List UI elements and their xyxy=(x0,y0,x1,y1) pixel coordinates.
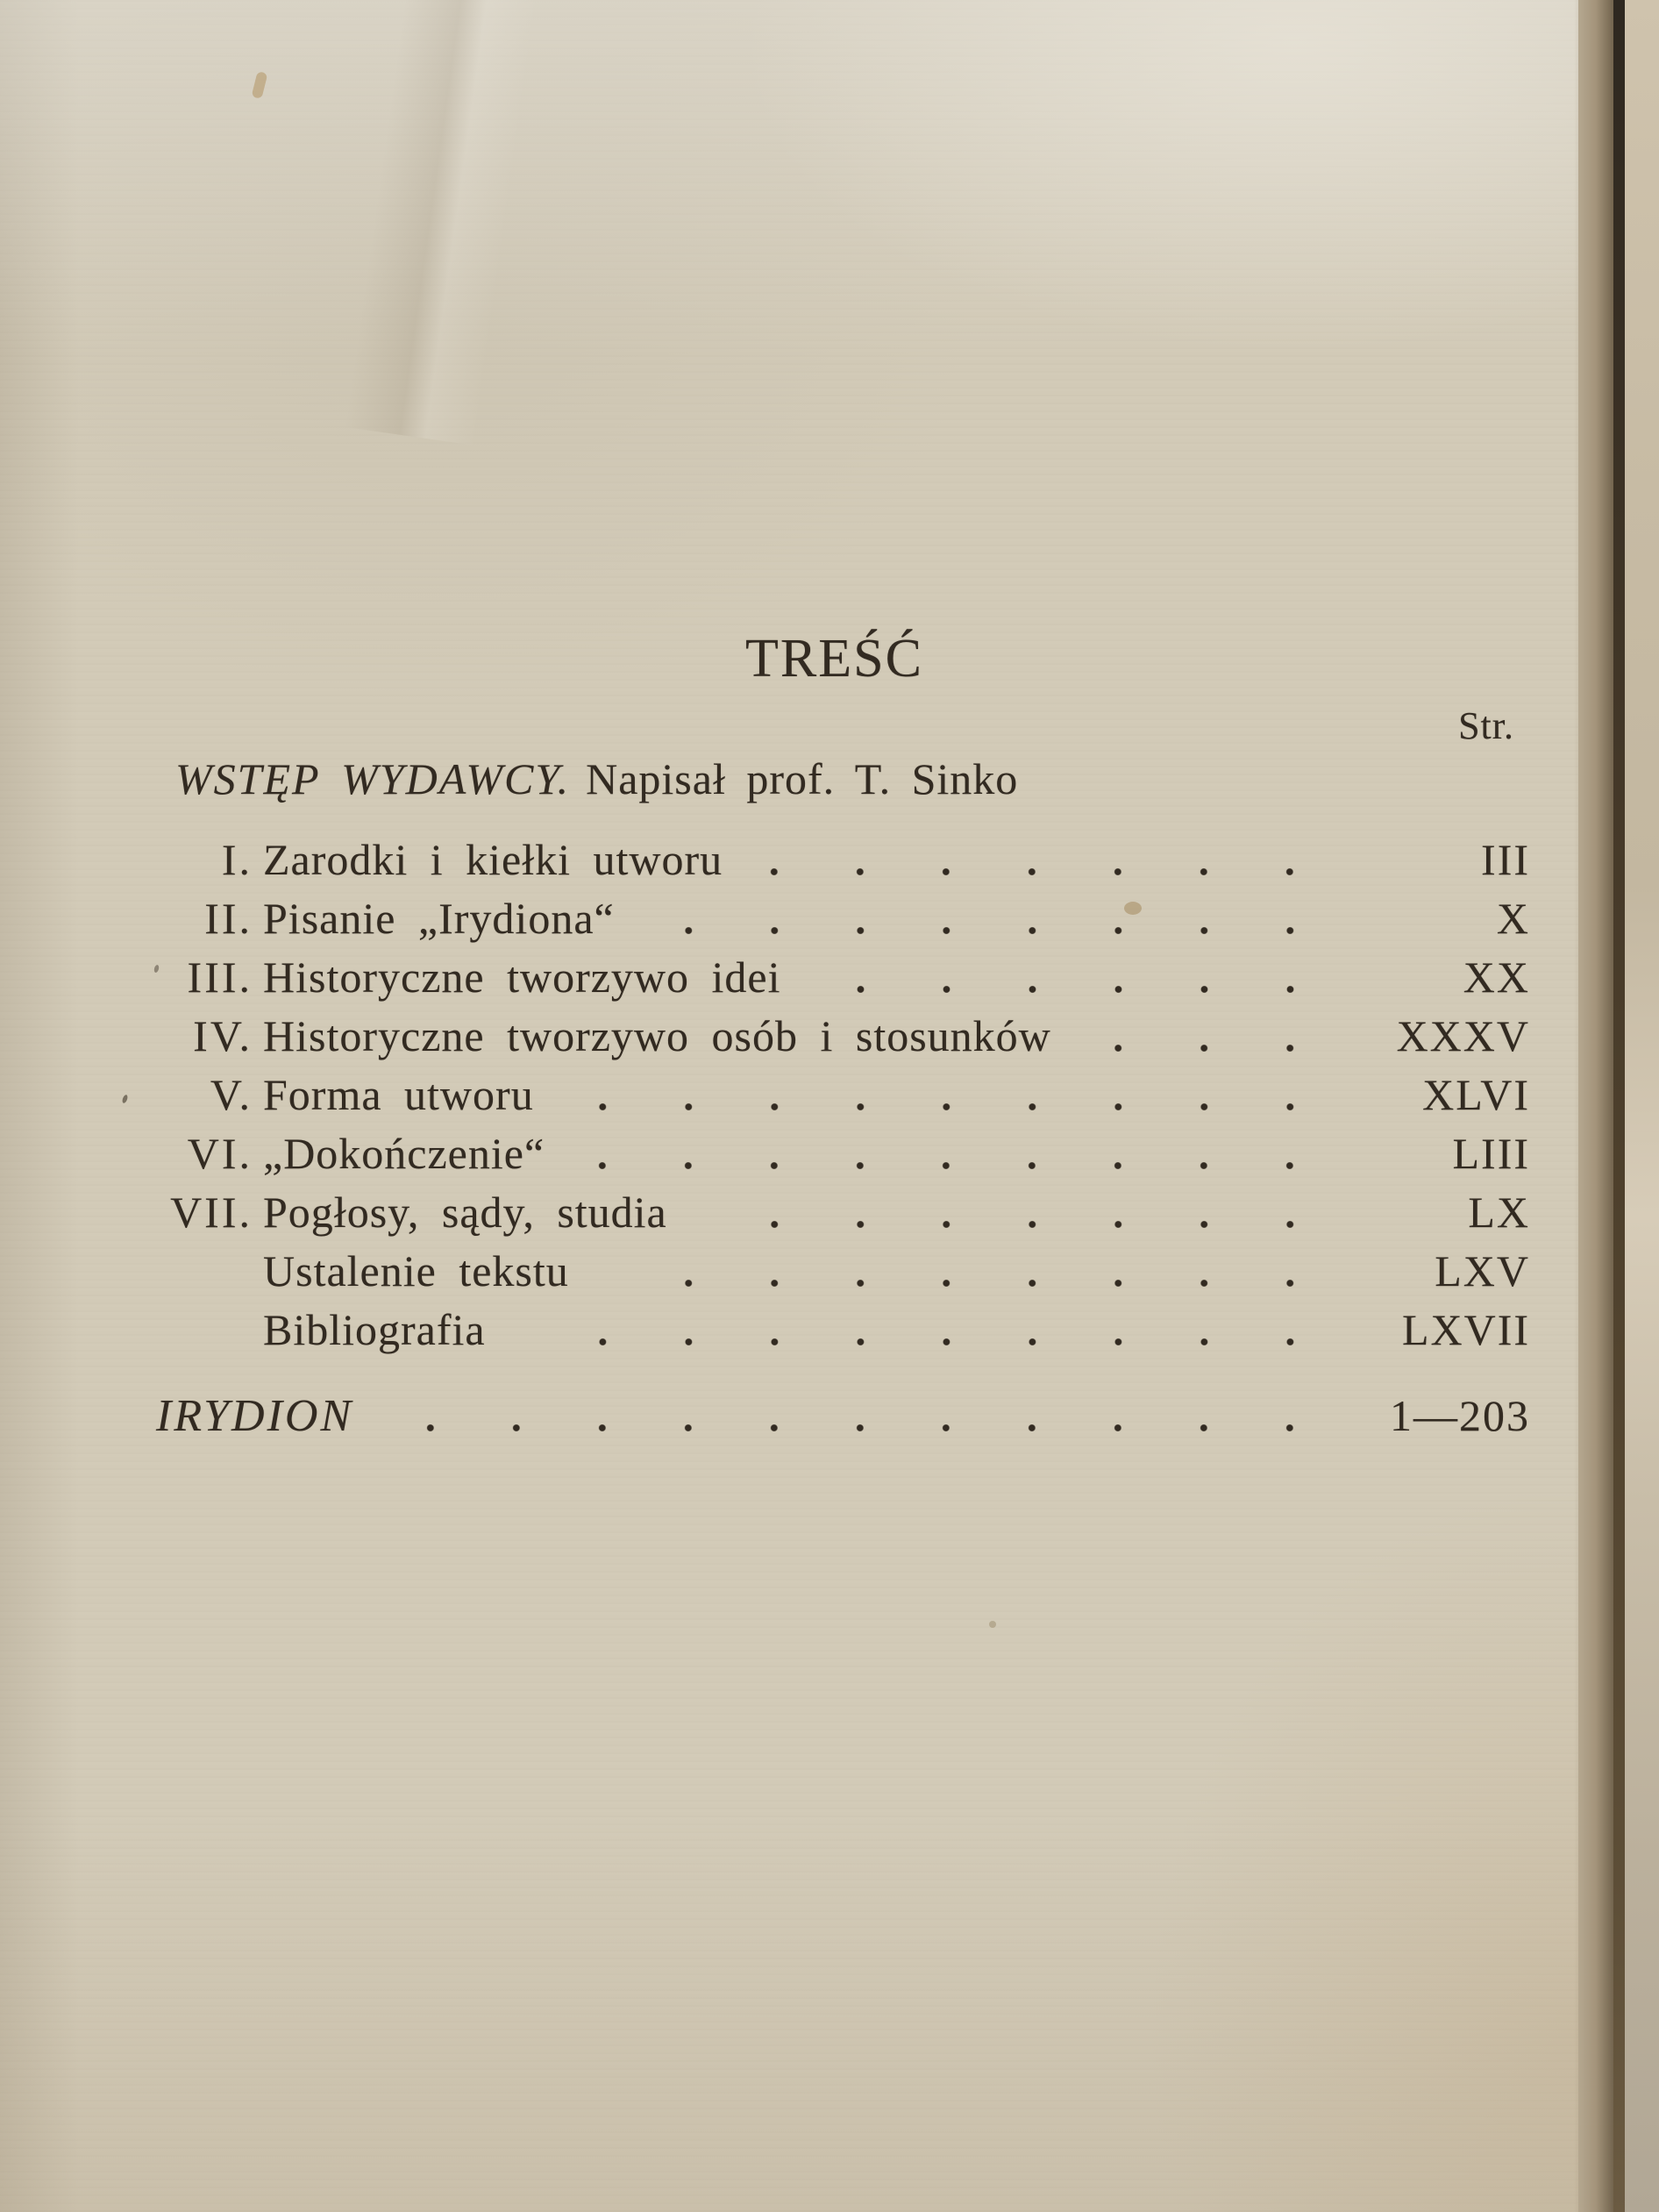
toc-row xyxy=(0,948,1530,1007)
toc-label: Bibliografia xyxy=(263,1305,486,1354)
dot-leader xyxy=(823,985,1333,994)
toc-label: Pisanie „Irydiona“ xyxy=(263,894,615,943)
paper-fleck xyxy=(252,71,268,99)
toc-page-number: III xyxy=(1481,835,1530,884)
toc-row-irydion xyxy=(156,1387,1530,1445)
toc-page-number: LIII xyxy=(1452,1129,1530,1178)
toc-page-number: XXXV xyxy=(1396,1011,1530,1060)
toc-numeral: V. xyxy=(210,1070,253,1119)
toc-row xyxy=(0,1066,1530,1124)
toc-numeral: I. xyxy=(221,835,253,884)
toc-page-number: LXVII xyxy=(1401,1305,1530,1354)
paper-fleck xyxy=(989,1621,996,1628)
toc-page-number: XX xyxy=(1463,953,1530,1002)
toc-label: Ustalenie tekstu xyxy=(263,1246,569,1295)
toc-label: Historyczne tworzywo osób i stosunków xyxy=(263,1011,1051,1060)
dot-leader xyxy=(576,1102,1333,1111)
toc-row xyxy=(0,1183,1530,1242)
dot-leader xyxy=(611,1279,1333,1288)
table-of-contents xyxy=(0,831,1530,1359)
toc-page-number: X xyxy=(1496,894,1530,943)
toc-row xyxy=(0,889,1530,948)
toc-page-number: LX xyxy=(1468,1188,1530,1237)
paper-crease xyxy=(345,0,541,446)
toc-label: Pogłosy, sądy, studia xyxy=(263,1188,667,1237)
toc-row xyxy=(0,1242,1530,1301)
toc-numeral: VII. xyxy=(170,1188,253,1237)
page-title: TREŚĆ xyxy=(745,629,923,689)
intro-line xyxy=(175,754,1019,803)
adjacent-page-edge xyxy=(1625,0,1659,2212)
toc-numeral: III. xyxy=(187,953,253,1002)
toc-row xyxy=(0,1301,1530,1359)
intro-author: Napisał prof. T. Sinko xyxy=(586,754,1019,803)
dot-leader xyxy=(657,926,1333,935)
toc-numeral: II. xyxy=(204,894,253,943)
toc-page-number: XLVI xyxy=(1422,1070,1530,1119)
toc-numeral: IV. xyxy=(193,1011,253,1060)
page-gutter-shadow xyxy=(1574,0,1613,2212)
toc-page-number: LXV xyxy=(1435,1246,1530,1295)
dot-leader xyxy=(765,867,1333,876)
toc-page-number: 1—203 xyxy=(1390,1391,1530,1440)
toc-label: IRYDION xyxy=(156,1391,354,1441)
page-edge-line xyxy=(1613,0,1625,2212)
page-column-header: Str. xyxy=(1458,704,1514,747)
dot-leader xyxy=(587,1161,1333,1170)
toc-label: Historyczne tworzywo idei xyxy=(263,953,781,1002)
toc-row xyxy=(0,1124,1530,1183)
toc-label: Zarodki i kiełki utworu xyxy=(263,835,723,884)
toc-label: Forma utworu xyxy=(263,1070,534,1119)
dot-leader xyxy=(528,1338,1333,1346)
toc-row xyxy=(0,831,1530,889)
dot-leader xyxy=(1093,1044,1333,1052)
toc-row xyxy=(0,1007,1530,1066)
dot-leader xyxy=(415,1424,1333,1432)
toc-label: „Dokończenie“ xyxy=(263,1129,545,1178)
toc-numeral: VI. xyxy=(187,1129,253,1178)
dot-leader xyxy=(709,1220,1333,1229)
intro-heading: WSTĘP WYDAWCY. xyxy=(175,754,571,803)
